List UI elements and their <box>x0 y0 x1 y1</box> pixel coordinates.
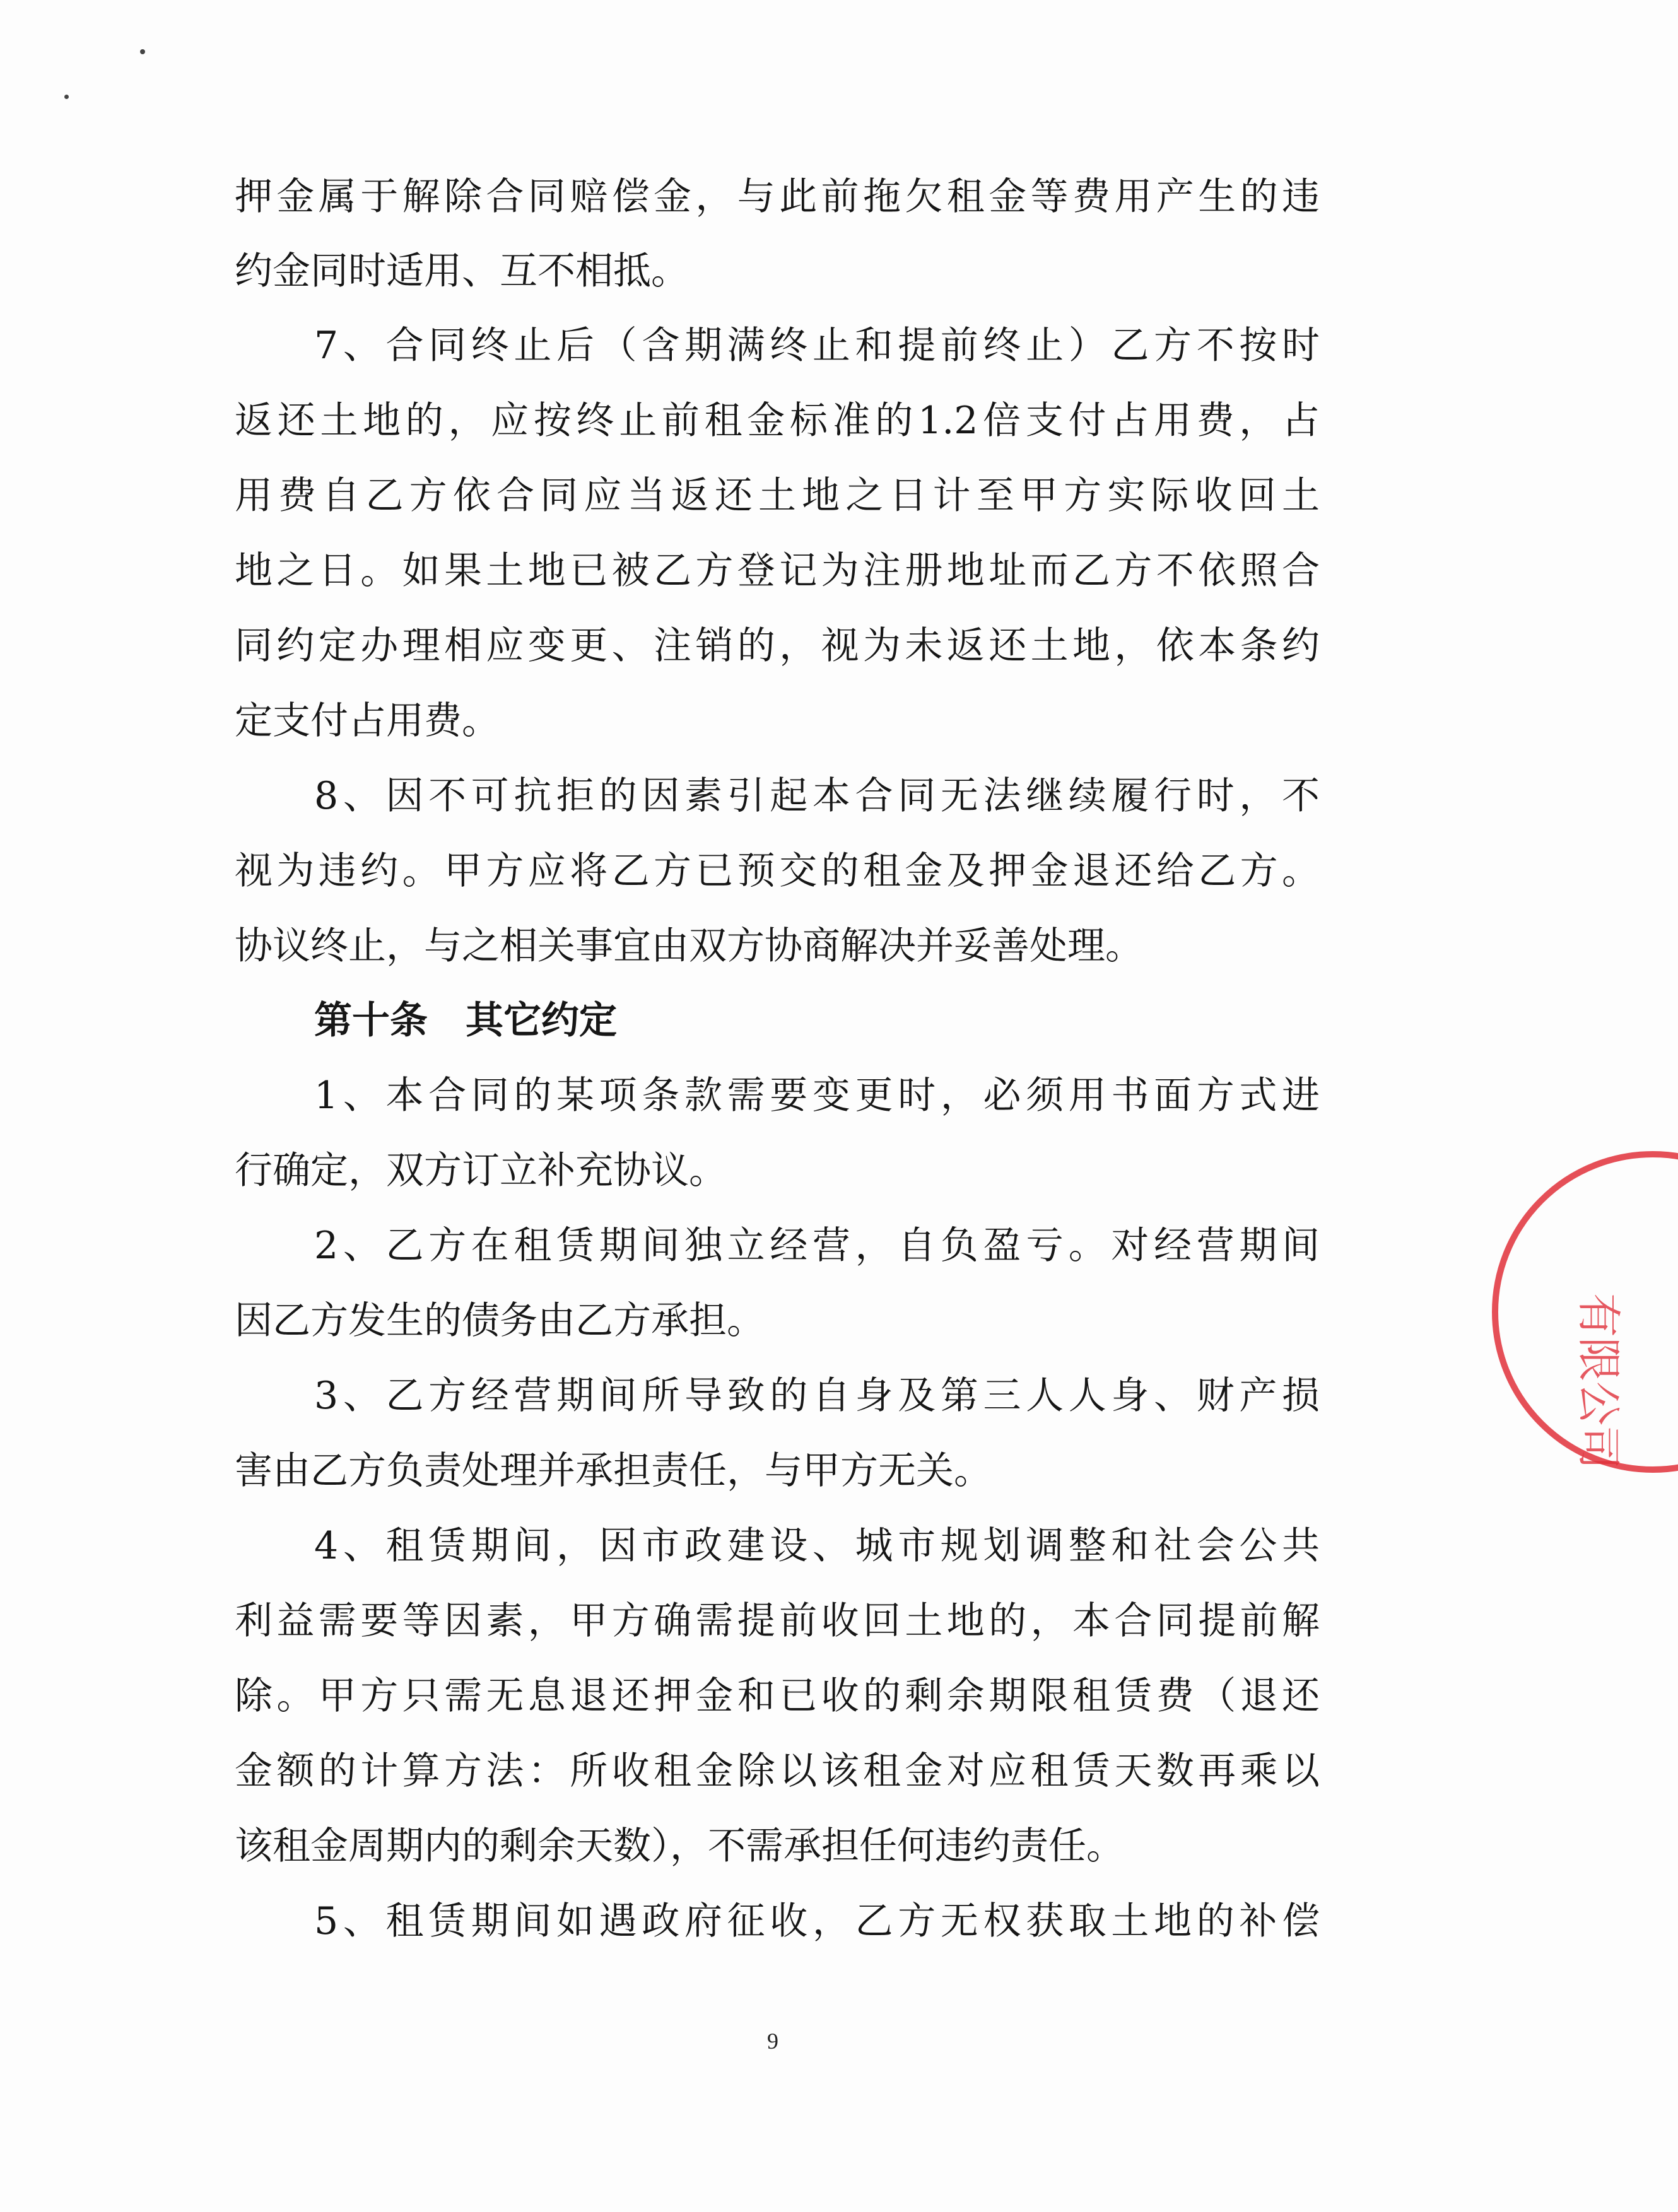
text-line: 行确定，双方订立补充协议。 <box>235 1149 727 1193</box>
item-4-first-line: 4、租赁期间，因市政建设、城市规划调整和社会公共 <box>314 1524 1320 1568</box>
company-seal <box>1476 1135 1678 1489</box>
text-line: 金额的计算方法：所收租金除以该租金对应租赁天数再乘以 <box>235 1749 1320 1793</box>
section-heading: 第十条 其它约定 <box>314 998 617 1043</box>
text-line: 协议终止，与之相关事宜由双方协商解决并妥善处理。 <box>235 924 1143 968</box>
paragraph-7-first-line: 7、合同终止后（含期满终止和提前终止）乙方不按时 <box>314 324 1320 368</box>
text-line: 该租金周期内的剩余天数），不需承担任何违约责任。 <box>235 1824 1124 1868</box>
item-5-first-line: 5、租赁期间如遇政府征收，乙方无权获取土地的补偿 <box>314 1899 1320 1943</box>
text-line: 因乙方发生的债务由乙方承担。 <box>235 1299 765 1343</box>
text-line: 押金属于解除合同赔偿金，与此前拖欠租金等费用产生的违 <box>235 175 1320 219</box>
text-line: 视为违约。甲方应将乙方已预交的租金及押金退还给乙方。 <box>235 849 1320 893</box>
item-3-first-line: 3、乙方经营期间所导致的自身及第三人人身、财产损 <box>314 1374 1320 1418</box>
text-line: 用费自乙方依合同应当返还土地之日计至甲方实际收回土 <box>235 474 1320 518</box>
page-number: 9 <box>767 2028 778 2054</box>
item-2-first-line: 2、乙方在租赁期间独立经营，自负盈亏。对经营期间 <box>314 1224 1320 1268</box>
seal-text: 有限公司 <box>1573 1293 1624 1470</box>
paragraph-8-first-line: 8、因不可抗拒的因素引起本合同无法继续履行时，不 <box>314 774 1320 818</box>
item-1-first-line: 1、本合同的某项条款需要变更时，必须用书面方式进 <box>314 1074 1320 1118</box>
scan-speck <box>140 49 145 54</box>
text-line: 除。甲方只需无息退还押金和已收的剩余期限租赁费（退还 <box>235 1674 1320 1718</box>
scan-speck <box>64 95 69 99</box>
text-line: 定支付占用费。 <box>235 699 500 743</box>
text-line: 害由乙方负责处理并承担责任，与甲方无关。 <box>235 1449 992 1493</box>
text-line: 地之日。如果土地已被乙方登记为注册地址而乙方不依照合 <box>235 549 1320 593</box>
text-line: 返还土地的，应按终止前租金标准的1.2倍支付占用费，占 <box>235 399 1320 443</box>
text-line: 约金同时适用、互不相抵。 <box>235 249 689 293</box>
text-line: 利益需要等因素，甲方确需提前收回土地的，本合同提前解 <box>235 1599 1320 1643</box>
text-line: 同约定办理相应变更、注销的，视为未返还土地，依本条约 <box>235 624 1320 668</box>
